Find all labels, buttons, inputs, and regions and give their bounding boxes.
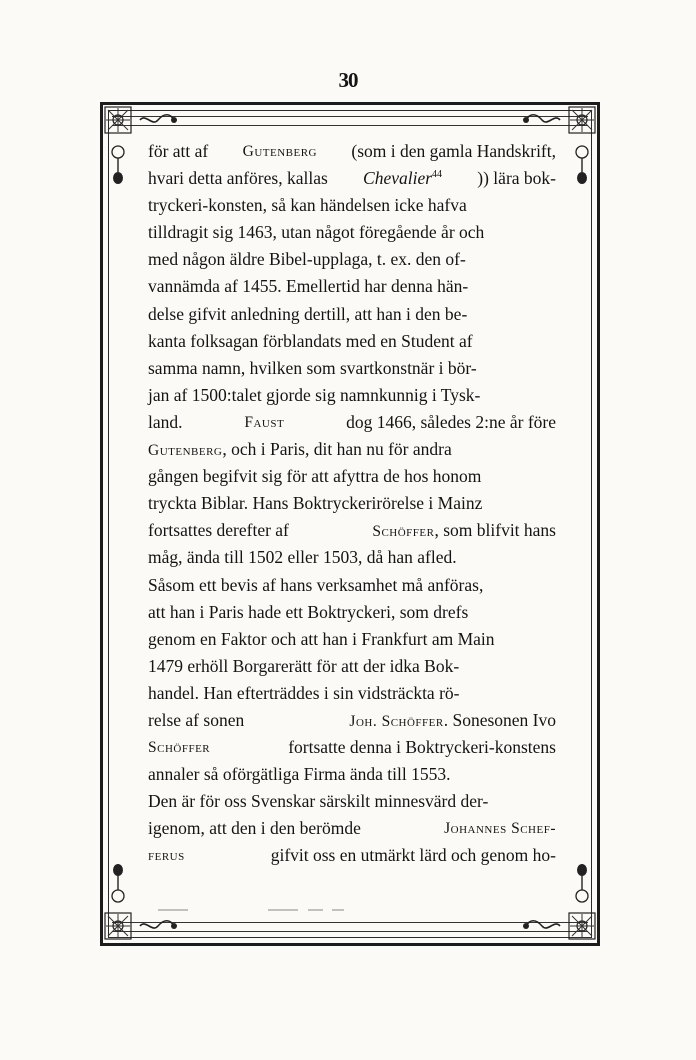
text-line: Gutenberg, och i Paris, dit han nu för andra (148, 439, 452, 460)
scroll-ornament-icon (522, 113, 562, 127)
text-line: för att af Gutenberg (som i den gamla Handskrift, (148, 138, 556, 165)
text-line: land. Faust dog 1466, således 2:ne år före (148, 409, 556, 436)
text-line: Såsom ett bevis af hans verksamhet må anföras, (148, 574, 484, 595)
text-line: med någon äldre Bibel-upplaga, t. ex. den of- (148, 249, 466, 270)
name-gutenberg: Gutenberg (148, 442, 223, 460)
scroll-ornament-icon (522, 919, 562, 933)
text-line: måg, ända till 1502 eller 1503, då han afled. (148, 547, 457, 568)
name-schoffer: Schöffer (148, 739, 211, 757)
footnote-ref: 44 (432, 169, 443, 181)
text-line: samma namn, hvilken som svartkonstnär i bör- (148, 357, 477, 378)
name-johannes-scheferus: Johannes Schef- (444, 820, 556, 838)
frame-top-band (112, 116, 588, 126)
text-line: igenom, att den i den berömde Johannes Schef- (148, 815, 556, 842)
text-line: annaler så oförgätliga Firma ända till 1553. (148, 764, 451, 785)
text-line: Den är för oss Svenskar särskilt minnesvärd der- (148, 791, 489, 812)
body-text (148, 138, 556, 870)
name-faust: Faust (244, 413, 285, 431)
corner-knot-icon (104, 106, 132, 134)
scroll-ornament-icon (138, 919, 178, 933)
text-line: tryckta Biblar. Hans Boktryckerirörelse i Mainz (148, 493, 483, 514)
scroll-ornament-icon (138, 113, 178, 127)
name-chevalier: Chevalier (363, 168, 433, 189)
text-line: vannämda af 1455. Emellertid har denna hän- (148, 276, 469, 297)
fleuron-icon (109, 142, 127, 186)
text-line: genom en Faktor och att han i Frankfurt am Main (148, 628, 495, 649)
fleuron-icon (573, 862, 591, 906)
frame-bottom-band (112, 922, 588, 932)
name-joh-schoffer: Joh. Schöffer (349, 712, 444, 730)
corner-knot-icon (104, 912, 132, 940)
text-line: tilldragit sig 1463, utan något föregående år och (148, 222, 485, 243)
text-line: 1479 erhöll Borgarerätt för att der idka Bok- (148, 655, 460, 676)
text-line: att han i Paris hade ett Boktryckeri, som drefs (148, 601, 469, 622)
fleuron-icon (109, 862, 127, 906)
print-marks (148, 906, 568, 914)
name-gutenberg: Gutenberg (242, 143, 317, 160)
text-line: kanta folksagan förblandats med en Student af (148, 330, 473, 351)
corner-knot-icon (568, 912, 596, 940)
page-number: 30 (338, 68, 358, 92)
text-line: tryckeri-konsten, så kan händelsen icke hafva (148, 195, 467, 216)
name-schoffer: Schöffer (372, 523, 435, 541)
fleuron-icon (573, 142, 591, 186)
text-line: hvari detta anföres, kallas Chevalier$^{44}$ )) lära bok- (148, 168, 556, 189)
name-scheferus: ferus (148, 847, 185, 865)
text-line: ferus gifvit oss en utmärkt lärd och genom ho- (148, 842, 556, 869)
text-line: Schöffer fortsatte denna i Boktryckeri-konstens (148, 734, 556, 761)
text-line: relse af sonen Joh. Schöffer. Sonesonen Ivo (148, 709, 556, 730)
text-line: delse gifvit anledning dertill, att han i den be- (148, 303, 468, 324)
corner-knot-icon (568, 106, 596, 134)
text-line: gången begifvit sig för att afyttra de hos honom (148, 466, 482, 487)
text-line: fortsattes derefter af Schöffer, som blifvit hans (148, 520, 556, 541)
text-line: jan af 1500:talet gjorde sig namnkunnig i Tysk- (148, 384, 481, 405)
text-line: handel. Han efterträddes i sin vidsträckta rö- (148, 682, 460, 703)
